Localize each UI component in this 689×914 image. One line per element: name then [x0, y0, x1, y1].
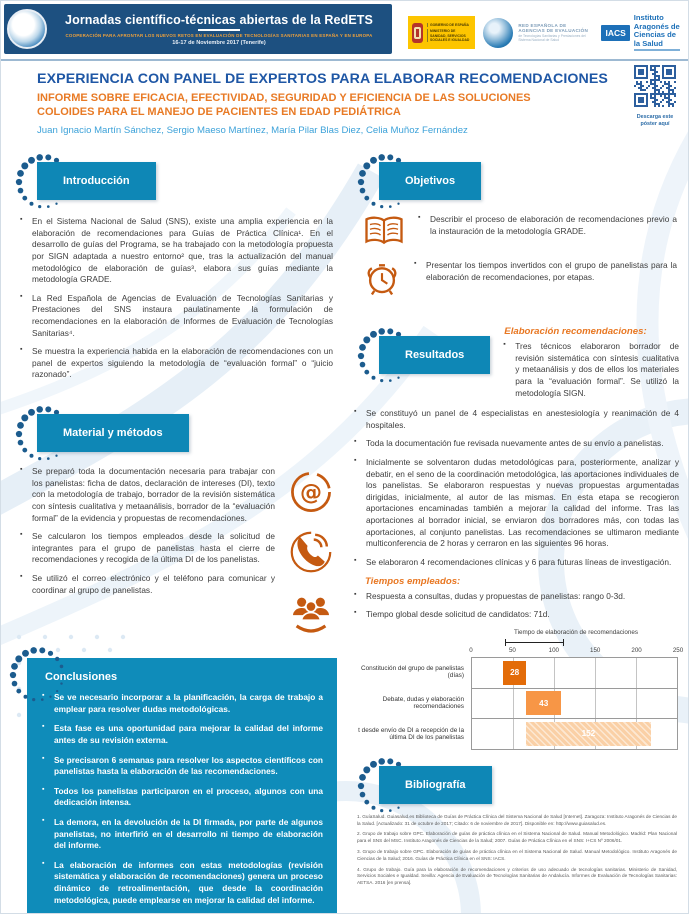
reference-item: 1. GuíaSalud. Guiasalud.es Biblioteca de Guías de Práctica Clínica del Sistema Nacional de Salud [Internet]. Zaragoza: Instituto Aragonés de Ciencias de la Salud. [Actualizado: 31 de octubre de 2017; Citado: 6 de noviembre de 2017]. Disponible en: http://www.guiasalud.es.	[357, 813, 677, 826]
tiempo-elaboracion-chart	[353, 628, 684, 750]
event-title: Jornadas científico-técnicas abiertas de la RedETS	[65, 12, 373, 27]
conclusiones-bullet: ▪ Se precisaron 6 semanas para resolver los aspectos científicos con panelistas hasta la elaboración de las recomendaciones.	[41, 755, 323, 778]
resultados-subheading-tiempos: Tiempos empleados:	[365, 575, 461, 587]
row-separator	[472, 688, 677, 689]
introduccion-bullet: ▪ Se muestra la experiencia habida en la elaboración de recomendaciones con un panel de expertos siguiendo la metodología de “evaluación formal” o “juicio razonado”.	[19, 346, 333, 381]
gov-line2: MINISTERIO DE SANIDAD, SERVICIOS SOCIALES E IGUALDAD	[427, 29, 472, 41]
chart-category-label: Debate, dudas y elaboración recomendaciones	[382, 695, 464, 711]
chart-bar: 152	[526, 722, 651, 746]
section-header-introduccion	[37, 162, 156, 200]
reference-item: 2. Grupo de trabajo sobre GPC. Elaboración de guías de práctica clínica en el Sistema Nacional de Salud. Manual Metodológico. Madrid: Plan Nacional para el SNS del MSC. Instituto Aragonés de Ciencias de la Salud; 2007. Guías de Práctica Clínica en el SNS: I+CS Nº 2006/01.	[357, 831, 677, 844]
material-metodos-bullet: ▪ Se utilizó el correo electrónico y el teléfono para comunicar y coordinar al grupo de panelistas.	[19, 573, 275, 596]
event-subtitle: COOPERACIÓN PARA AFRONTAR LOS NUEVOS RETOS EN EVALUACIÓN DE TECNOLOGÍAS SANITARIAS EN ESPAÑA Y EN EUROPA	[65, 32, 373, 38]
redets-circle-icon	[483, 18, 513, 48]
chart-bar: 43	[526, 691, 561, 715]
chart-category-label: t desde envío de DI a recepción de la última DI de los panelistas	[358, 726, 464, 742]
resultados-bullet: ▪ Se constituyó un panel de 4 especialistas en anestesiología y reanimación de 4 hospitales.	[353, 408, 679, 431]
resultados-bullet: ▪ Se elaboraron 4 recomendaciones clínicas y 6 para futuras líneas de investigación.	[353, 557, 679, 569]
resultados-bullets	[353, 408, 679, 568]
resultados-title: Resultados	[379, 336, 490, 374]
redets-tagline: de Tecnologías Sanitarias y Prestaciones del Sistema Nacional de Salud	[518, 34, 586, 42]
chart-category-labels	[353, 647, 471, 750]
x-tick-label: 100	[548, 646, 559, 654]
resultados-lead-bullets	[502, 341, 679, 399]
material-metodos-bullet: ▪ Se preparó toda la documentación necesaria para trabajar con los panelistas: ficha de datos, declaración de intereses (DI), texto con la metodología de trabajo, borrador de la revisión sistemática con síntesis cualitativa y metaanálisis, borrador de la “evaluación formal” de la evidencia y propuestas de recomendaciones.	[19, 466, 275, 524]
bibliografia-references	[357, 814, 677, 887]
conclusiones-bullet: ▪ Esta fase es una oportunidad para mejorar la calidad del informe antes de su revisión externa.	[41, 723, 323, 746]
tiempos-bullet: ▪ Tiempo global desde solicitud de candidatos: 71d.	[353, 609, 679, 621]
gobierno-espana-logo	[408, 16, 475, 49]
x-tick-label: 250	[672, 646, 684, 654]
iacs-name-line2: Ciencias de la Salud	[633, 30, 676, 48]
chart-bar: 28	[503, 661, 526, 685]
section-header-objetivos	[379, 162, 481, 200]
bibliografia-title: Bibliografía	[379, 766, 492, 804]
tiempos-bullets	[353, 591, 679, 621]
chart-title: Tiempo de elaboración de recomendaciones	[513, 628, 639, 636]
poster-title: EXPERIENCIA CON PANEL DE EXPERTOS PARA ELABORAR RECOMENDACIONES	[37, 71, 608, 87]
resultados-bullet: ▪ Inicialmente se solventaron dudas metodológicas para, posteriormente, analizar y debatir, en el seno de la coordinación metodológica, las aportaciones individuales de los panelistas. Se elaboraron respuestas y nuevas propuestas argumentadas dirigidas, inicialmente, al autor de las mismas. En esta etapa se recogieron aportaciones encaminadas también a mejorar la calidad del informe. Tras las aportaciones al borrador inicial, se enviaron dos borradores más, con todas las aportaciones, al conjunto panelistas. Las recomendaciones se ultimaron mediante multiconferencia de 2 horas y cerraron en las siguientes 96 horas.	[353, 457, 679, 550]
row-separator	[472, 718, 677, 719]
qr-code	[634, 65, 676, 107]
iacs-abbr-badge: IACS	[601, 25, 629, 41]
resultados-bullet: ▪ Tres técnicos elaboraron borrador de revisión sistemática con síntesis cualitativa y metaanálisis y dos de ellos los materiales para la “evaluación formal”. Se utilizó la metodología SIGN.	[502, 341, 679, 399]
chart-annotation	[471, 636, 681, 647]
conclusiones-bullet: ▪ Todos los panelistas participaron en el proceso, algunos con una dedicación intensa.	[41, 786, 323, 809]
conclusiones-bullet: ▪ Se ve necesario incorporar a la planificación, la carga de trabajo a emplear para resolver dudas metodológicas.	[41, 692, 323, 715]
chart-annotation-bracket	[505, 639, 565, 646]
objetivo-item	[363, 258, 677, 298]
section-header-material-metodos	[37, 414, 189, 452]
x-tick-label: 150	[590, 646, 601, 654]
conclusiones-title: Conclusiones	[45, 671, 118, 684]
logo-row	[392, 4, 682, 51]
resultados-bullet: ▪ Toda la documentación fue revisada nuevamente antes de su envío a panelistas.	[353, 438, 679, 450]
introduccion-bullets	[19, 216, 333, 381]
panel-group-icon	[288, 590, 334, 636]
objetivo-bullet: ▪ Presentar los tiempos invertidos con el grupo de panelistas para la elaboración de recomendaciones, por etapas.	[413, 260, 677, 283]
coat-of-arms-icon	[411, 20, 424, 46]
material-metodos-title: Material y métodos	[37, 414, 189, 452]
material-metodos-icons	[283, 466, 339, 636]
redets-name: RED ESPAÑOLA DE AGENCIAS DE EVALUACIÓN	[518, 23, 589, 33]
qr-caption-line1: Descarga este	[636, 114, 674, 120]
conclusiones-bullets	[41, 692, 323, 906]
reference-item: 4. Grupo de trabajo. Guía para la elaboración de recomendaciones y criterios de uso adecuado de tecnologías sanitarias. Ministerio de Sanidad, Servicios Sociales e Igualdad. Sevilla: Agencia de Evaluación de Tecnologías Sanitarias de Andalucía. Informes de Evaluación de Tecnologías Sanitarias: AETSA. 2016 [en prensa].	[357, 866, 677, 886]
phone-icon	[289, 530, 333, 574]
objetivo-bullet: ▪ Describir el proceso de elaboración de recomendaciones previo a la instauración de la metodología GRADE.	[417, 214, 677, 237]
event-header	[1, 1, 688, 57]
gov-line1: GOBIERNO DE ESPAÑA	[427, 23, 472, 27]
event-banner	[4, 4, 392, 54]
objetivo-item	[363, 212, 677, 248]
section-header-resultados	[379, 336, 490, 374]
conclusiones-box	[27, 658, 337, 914]
resultados-subheading-elaboracion: Elaboración recomendaciones:	[504, 326, 647, 338]
introduccion-title: Introducción	[37, 162, 156, 200]
alarm-clock-icon	[363, 260, 401, 298]
qr-block	[631, 65, 679, 128]
redets-logo	[483, 18, 593, 48]
material-metodos-bullets	[19, 466, 275, 636]
conclusiones-bullet: ▪ La elaboración de informes con estas metodologías (revisión sistemática y elaboración de recomendaciones) genera un proceso dinámico de retroalimentación, que desde la coordinación metodológica, puede emplearse en mejorar la calidad del informe.	[41, 860, 323, 906]
objetivos-title: Objetivos	[379, 162, 481, 200]
qr-caption-line2: póster aquí	[640, 121, 670, 128]
chart-plot-area	[471, 657, 678, 750]
divider	[198, 29, 240, 31]
redets-swirl-logo-icon	[7, 9, 47, 49]
open-book-icon	[363, 214, 405, 248]
chart-category-label: Constitución del grupo de panelistas (días)	[360, 664, 464, 680]
event-date: 16-17 de Noviembre 2017 (Tenerife)	[172, 39, 266, 46]
x-tick-label: 50	[508, 646, 516, 654]
iacs-logo	[601, 14, 682, 51]
chart-x-axis	[469, 646, 684, 657]
title-block	[1, 59, 688, 144]
iacs-name-line1: Instituto Aragonés de	[633, 13, 680, 31]
reference-item: 3. Grupo de trabajo sobre GPC. Elaboración de guías de práctica clínica en el Sistema Nacional de Salud. Manual Metodológico. Instituto Aragonés de Ciencias de la Salud; 2016. Guías de Práctica Clínica en el SNS: IACS.	[357, 848, 677, 861]
conclusiones-bullet: ▪ La demora, en la devolución de la DI firmada, por parte de algunos panelistas, no interfirió en el desarrollo ni tiempo de elaboración del informe.	[41, 817, 323, 852]
material-metodos-bullet: ▪ Se calcularon los tiempos empleados desde la solicitud de integrantes para el grupo de panelistas hasta el cierre de recomendaciones y recogida de la última DI de los panelistas.	[19, 531, 275, 566]
x-tick-label: 200	[631, 646, 642, 654]
tiempos-bullet: ▪ Respuesta a consultas, dudas y propuestas de panelistas: rango 0-3d.	[353, 591, 679, 603]
poster-authors: Juan Ignacio Martín Sánchez, Sergio Maeso Martínez, María Pilar Blas Diez, Celia Muñoz Fernández	[37, 125, 468, 137]
introduccion-bullet: ▪ En el Sistema Nacional de Salud (SNS), existe una amplia experiencia en la elaboración de recomendaciones para Guías de Práctica Clínica¹. En el desarrollo de guías del Programa, se ha trabajado con la metodología propuesta por SIGN adaptada a nuestro entorno² que, tras la actualización del manual metodológico de elaboración de guías³, elabora sus guías mediante la metodología GRADE.	[19, 216, 333, 286]
poster-subtitle: INFORME SOBRE EFICACIA, EFECTIVIDAD, SEGURIDAD Y EFICIENCIA DE LAS SOLUCIONES COLOIDES PARA EL MANEJO DE PACIENTES EN EDAD PEDIÁTRICA	[37, 92, 531, 119]
objetivos-items	[363, 212, 677, 298]
x-tick-label: 0	[469, 646, 473, 654]
svg-text:@: @	[300, 480, 322, 506]
section-header-bibliografia	[379, 766, 492, 804]
introduccion-bullet: ▪ La Red Española de Agencias de Evaluación de Tecnologías Sanitarias y Prestaciones del SNS instaura paulatinamente la formulación de recomendaciones en la elaboración de Informes de Evaluación de Tecnologías Sanitarias⁴.	[19, 293, 333, 339]
email-icon	[289, 470, 333, 514]
